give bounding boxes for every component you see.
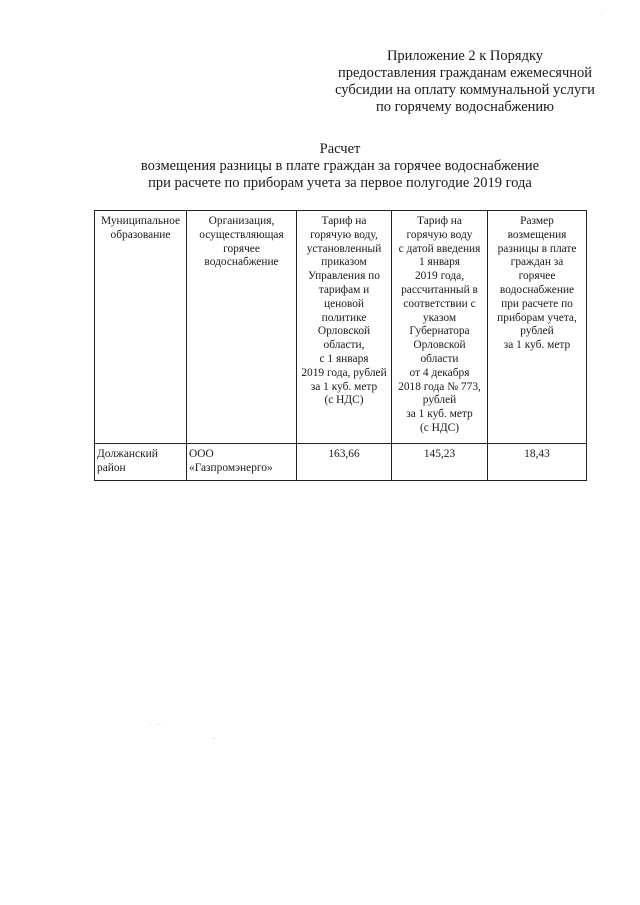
table-header <box>95 211 587 444</box>
header-organization: Организация, осуществляющая горячее водоснабжение <box>187 211 297 444</box>
header-tariff-decree: Тариф на горячую воду с датой введения 1 января 2019 года, рассчитанный в соответствии с указом Губернатора Орловской области от 4 декабря 2018 года № 773, рублей за 1 куб. метр (с НДС) <box>392 211 488 444</box>
header-tariff-order: Тариф на горячую воду, установленный приказом Управления по тарифам и ценовой политике Орловской области, с 1 января 2019 года, рублей за 1 куб. метр (с НДС) <box>297 211 392 444</box>
appendix-line-2: предоставления гражданам ежемесячной <box>337 65 593 81</box>
document-subtitle-line-1: возмещения разницы в плате граждан за горячее водоснабжение <box>140 158 540 174</box>
table-row <box>95 444 587 481</box>
cell-organization: ООО «Газпромэнерго» <box>187 444 297 481</box>
document-heading <box>100 141 580 192</box>
document-subtitle-line-2: при расчете по приборам учета за первое полугодие 2019 года <box>148 175 532 191</box>
scan-speck: · <box>600 12 603 19</box>
header-municipality: Муниципальное образование <box>95 211 187 444</box>
document-title: Расчет <box>319 141 361 157</box>
header-row <box>95 211 587 444</box>
header-compensation: Размер возмещения разницы в плате граждан за горячее водоснабжение при расчете по приборам учета, рублей за 1 куб. метр <box>488 211 587 444</box>
table-body <box>95 444 587 481</box>
appendix-line-3: субсидии на оплату коммунальной услуги <box>335 82 595 98</box>
cell-tariff-order: 163,66 <box>297 444 392 481</box>
cell-municipality: Должанский район <box>95 444 187 481</box>
cell-tariff-decree: 145,23 <box>392 444 488 481</box>
scan-speck: – <box>212 735 216 742</box>
appendix-note <box>320 48 610 116</box>
appendix-line-1: Приложение 2 к Порядку <box>386 48 544 64</box>
appendix-line-4: по горячему водоснабжению <box>375 99 554 115</box>
scan-speck: · ·· · <box>150 722 168 729</box>
cell-compensation: 18,43 <box>488 444 587 481</box>
calculation-table <box>94 210 587 481</box>
